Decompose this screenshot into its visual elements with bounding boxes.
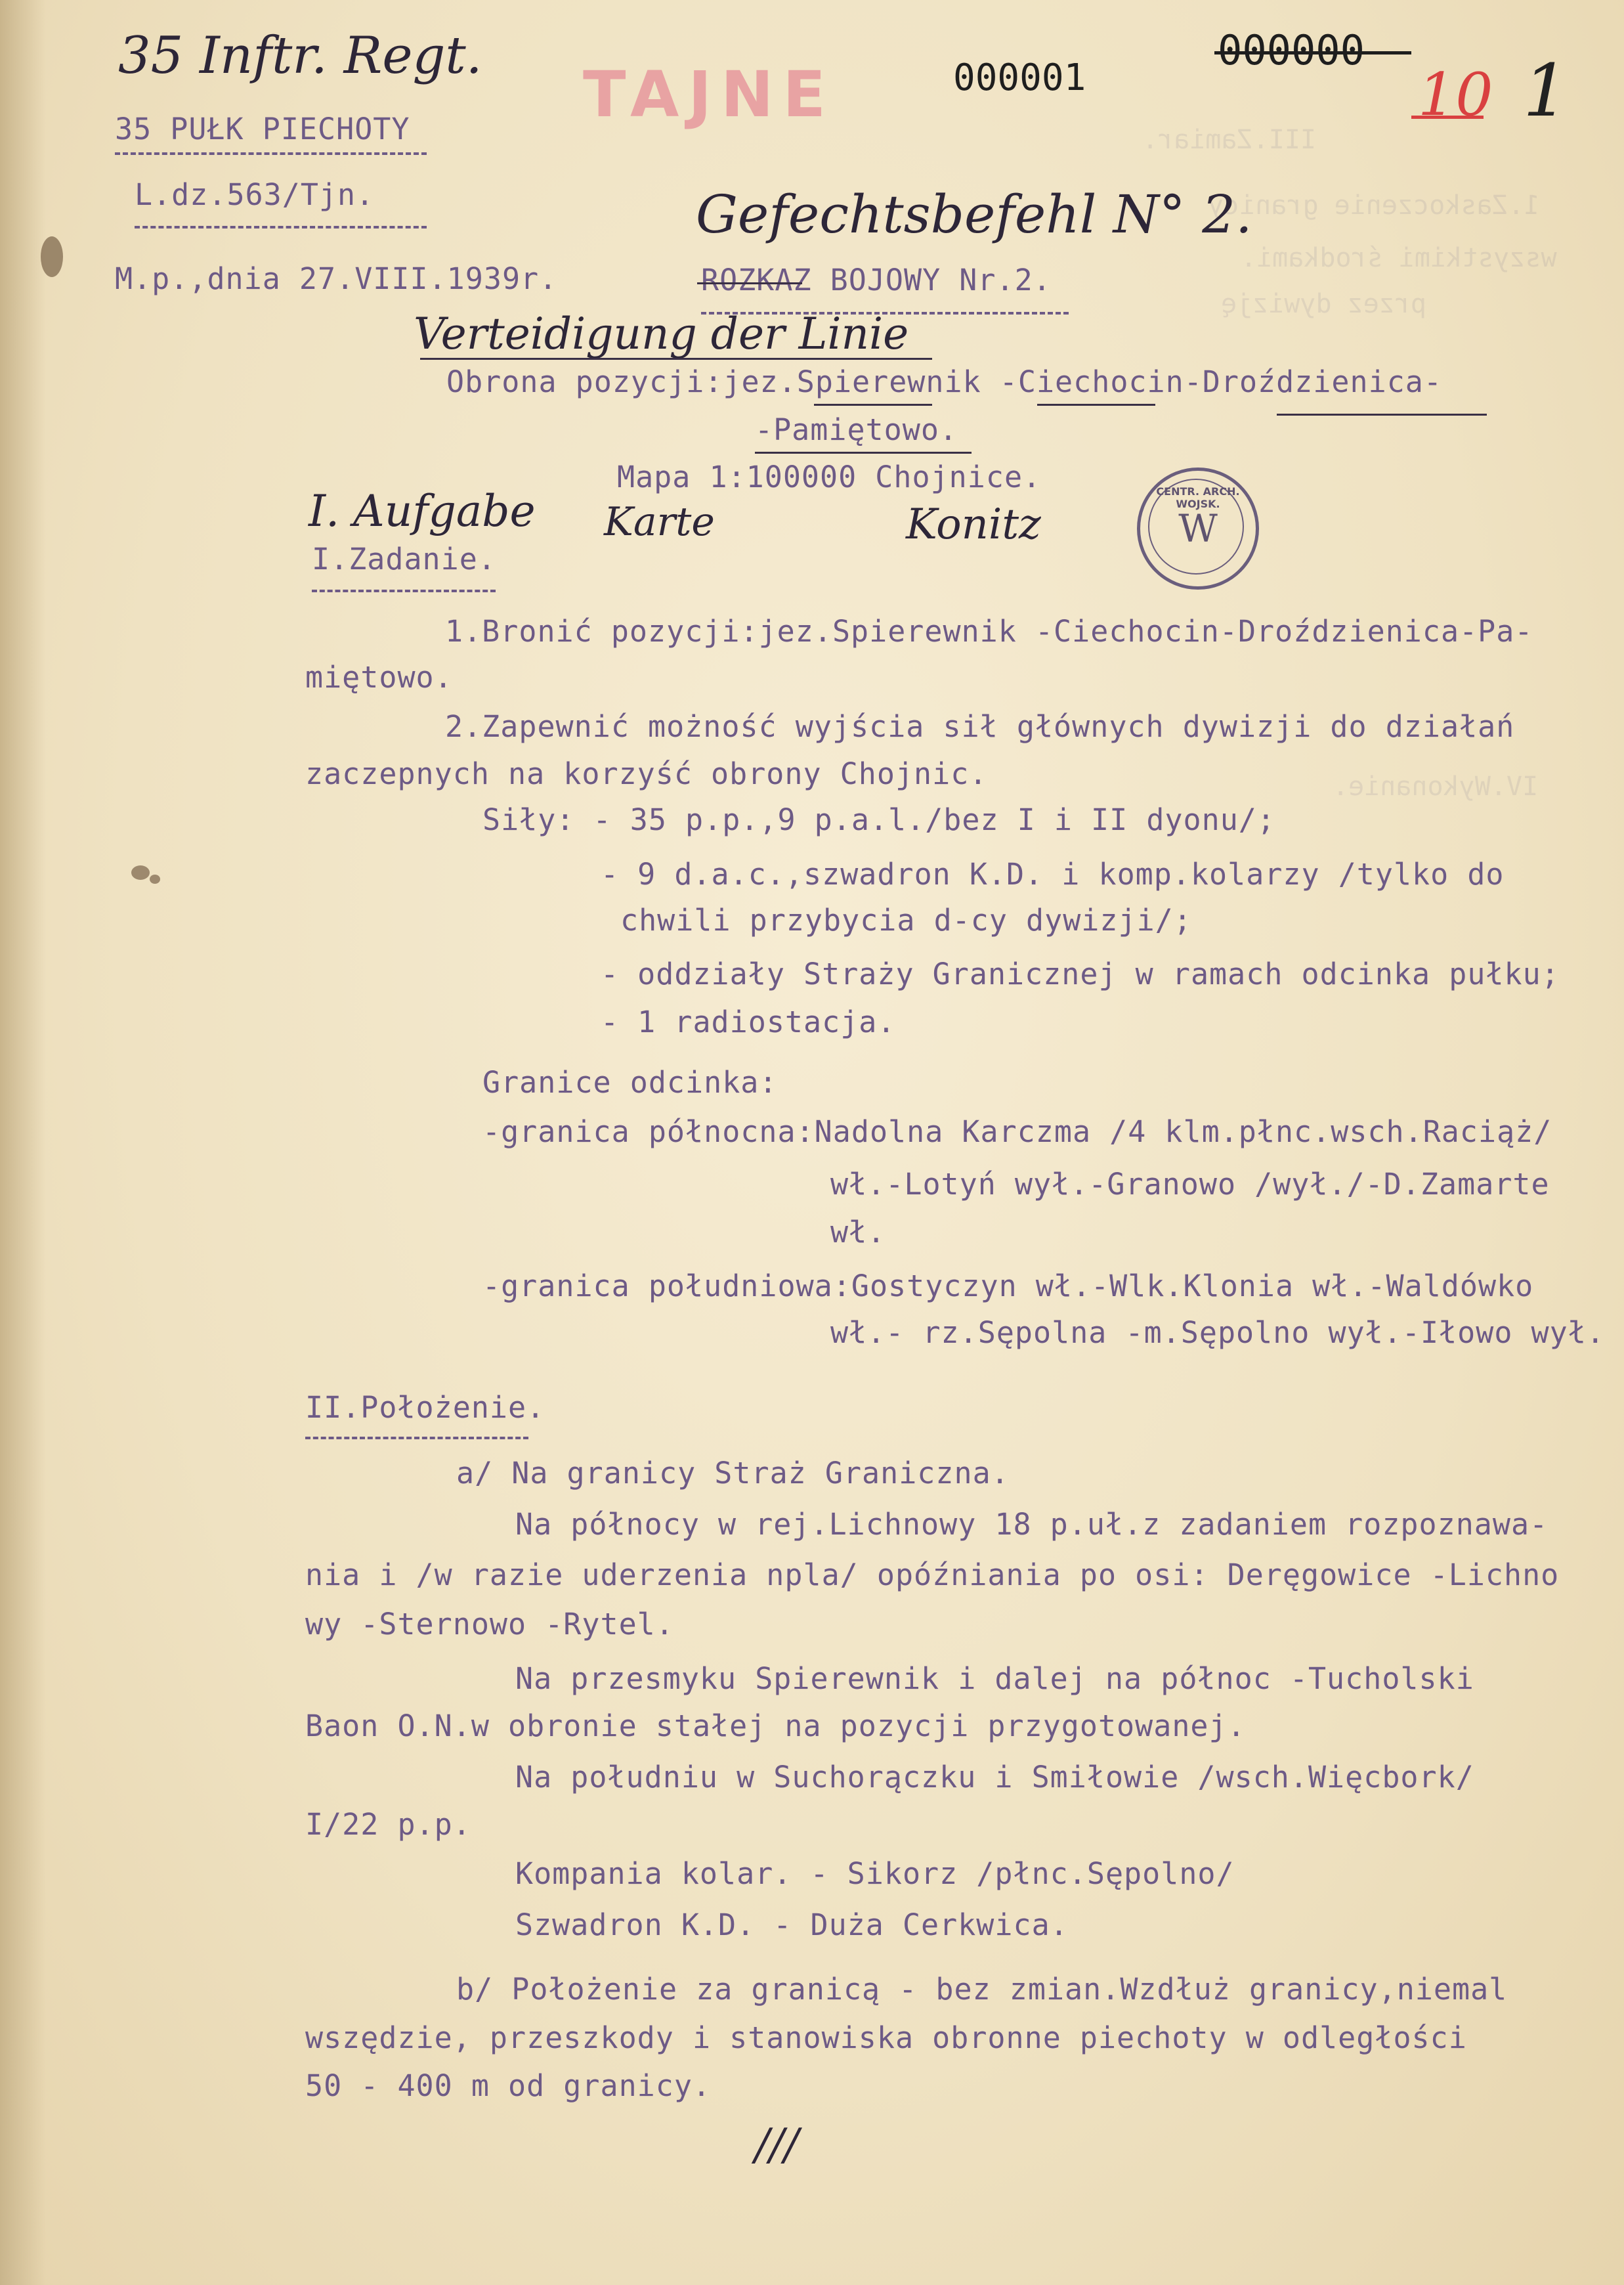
text-line: Na przesmyku Spierewnik i dalej na północ -Tucholski xyxy=(515,1661,1474,1696)
separator xyxy=(305,1437,528,1439)
date-line: M.p.,dnia 27.VIII.1939r. xyxy=(115,261,558,296)
page-edge-shadow xyxy=(0,0,46,2285)
text-line: - oddziały Straży Granicznej w ramach odcinka pułku; xyxy=(601,957,1560,991)
text-line: Szwadron K.D. - Duża Cerkwica. xyxy=(515,1907,1069,1942)
handwritten-verteidigung: Verteidigung der Linie xyxy=(414,309,909,359)
text-line: wszędzie, przeszkody i stanowiska obronne piechoty w odległości xyxy=(305,2020,1467,2055)
underline xyxy=(420,358,932,360)
strike-line xyxy=(697,282,802,284)
separator xyxy=(115,152,427,155)
handwritten-aufgabe: I. Aufgabe xyxy=(309,486,536,536)
red-page-number: 10 xyxy=(1418,60,1493,129)
handwritten-befehl: Gefechtsbefehl N° 2. xyxy=(696,184,1252,245)
serial-number-struck: 000000 xyxy=(1218,26,1365,74)
archive-logo-icon: W xyxy=(1178,506,1218,551)
handwritten-konitz: Konitz xyxy=(906,500,1041,549)
bleed-text: wszystkimi środkami. xyxy=(1241,243,1557,273)
bleed-text: 1.Zaskoczenie granicy xyxy=(1208,190,1540,221)
text-line: Baon O.N.w obronie stałej na pozycji przygotowanej. xyxy=(305,1708,1246,1743)
separator xyxy=(135,226,427,229)
text-line: Kompania kolar. - Sikorz /płnc.Sępolno/ xyxy=(515,1856,1235,1891)
map-reference: Mapa 1:100000 Chojnice. xyxy=(617,460,1042,494)
underline xyxy=(814,404,932,406)
text-line: Na południu w Suchorączku i Smiłowie /wsch.Więcbork/ xyxy=(515,1760,1474,1795)
position-line-cont: -Pamiętowo. xyxy=(755,412,958,447)
handwritten-regiment: 35 Inftr. Regt. xyxy=(118,26,482,85)
unit-name: 35 PUŁK PIECHOTY xyxy=(115,112,410,146)
position-line: Obrona pozycji:jez.Spierewnik -Ciechocin-Droździenica- xyxy=(446,364,1442,399)
text-line: Granice odcinka: xyxy=(482,1065,778,1100)
text-line: Siły: - 35 p.p.,9 p.a.l./bez I i II dyonu/; xyxy=(482,802,1275,837)
separator xyxy=(312,590,496,592)
bleed-text: III.Zamiar. xyxy=(1142,125,1316,155)
bleed-text: IV.Wykonanie. xyxy=(1333,772,1539,802)
text-line: 2.Zapewnić możność wyjścia sił głównych dywizji do działań xyxy=(445,709,1515,744)
handwritten-marks: /// xyxy=(755,2120,799,2170)
page-mark: 1 xyxy=(1523,49,1569,133)
text-line: - 9 d.a.c.,szwadron K.D. i komp.kolarzy /tylko do xyxy=(601,857,1505,892)
text-line: a/ Na granicy Straż Graniczna. xyxy=(456,1456,1010,1491)
reference-number: L.dz.563/Tjn. xyxy=(135,177,375,212)
text-line: wł.- rz.Sępolna -m.Sępolno wył.-Iłowo wył. xyxy=(830,1315,1605,1350)
text-line: b/ Położenie za granicą - bez zmian.Wzdłuż granicy,niemal xyxy=(456,1972,1508,2007)
text-line: nia i /w razie uderzenia npla/ opóźniania po osi: Deręgowice -Lichno xyxy=(305,1557,1560,1592)
text-line: wł. xyxy=(830,1215,886,1250)
text-line: chwili przybycia d-cy dywizji/; xyxy=(620,903,1192,938)
archive-stamp xyxy=(1137,468,1259,590)
ink-stain xyxy=(150,875,160,884)
text-line: Na północy w rej.Lichnowy 18 p.uł.z zadaniem rozpoznawa- xyxy=(515,1507,1549,1542)
text-line: 50 - 400 m od granicy. xyxy=(305,2068,712,2103)
ink-stain xyxy=(41,236,63,277)
text-line: -granica północna:Nadolna Karczma /4 klm.płnc.wsch.Raciąż/ xyxy=(482,1114,1552,1149)
underline xyxy=(755,452,972,454)
text-line: zaczepnych na korzyść obrony Chojnic. xyxy=(305,756,988,791)
text-line: miętowo. xyxy=(305,660,453,695)
text-line: wł.-Lotyń wył.-Granowo /wył./-D.Zamarte xyxy=(830,1167,1550,1202)
underline xyxy=(1037,404,1155,406)
red-underline xyxy=(1411,116,1484,119)
order-title: ROZKAZ BOJOWY Nr.2. xyxy=(701,263,1052,297)
section-heading: II.Położenie. xyxy=(305,1390,545,1425)
text-line: 1.Bronić pozycji:jez.Spierewnik -Ciechocin-Droździenica-Pa- xyxy=(445,614,1533,649)
strike-line xyxy=(1214,51,1411,54)
serial-number: 000001 xyxy=(953,56,1086,99)
handwritten-karte: Karte xyxy=(604,499,715,545)
underline xyxy=(1277,414,1487,416)
text-line: wy -Sternowo -Rytel. xyxy=(305,1607,674,1642)
text-line: - 1 radiostacja. xyxy=(601,1005,896,1039)
bleed-text: przez dywizję xyxy=(1221,289,1427,319)
text-line: -granica południowa:Gostyczyn wł.-Wlk.Klonia wł.-Waldówko xyxy=(482,1269,1534,1303)
text-line: I/22 p.p. xyxy=(305,1807,471,1842)
section-heading: I.Zadanie. xyxy=(312,542,496,577)
stamp-text: CENTR. ARCH. WOJSK. xyxy=(1156,485,1240,510)
ink-stain xyxy=(131,865,150,880)
secret-stamp: TAJNE xyxy=(583,58,835,131)
